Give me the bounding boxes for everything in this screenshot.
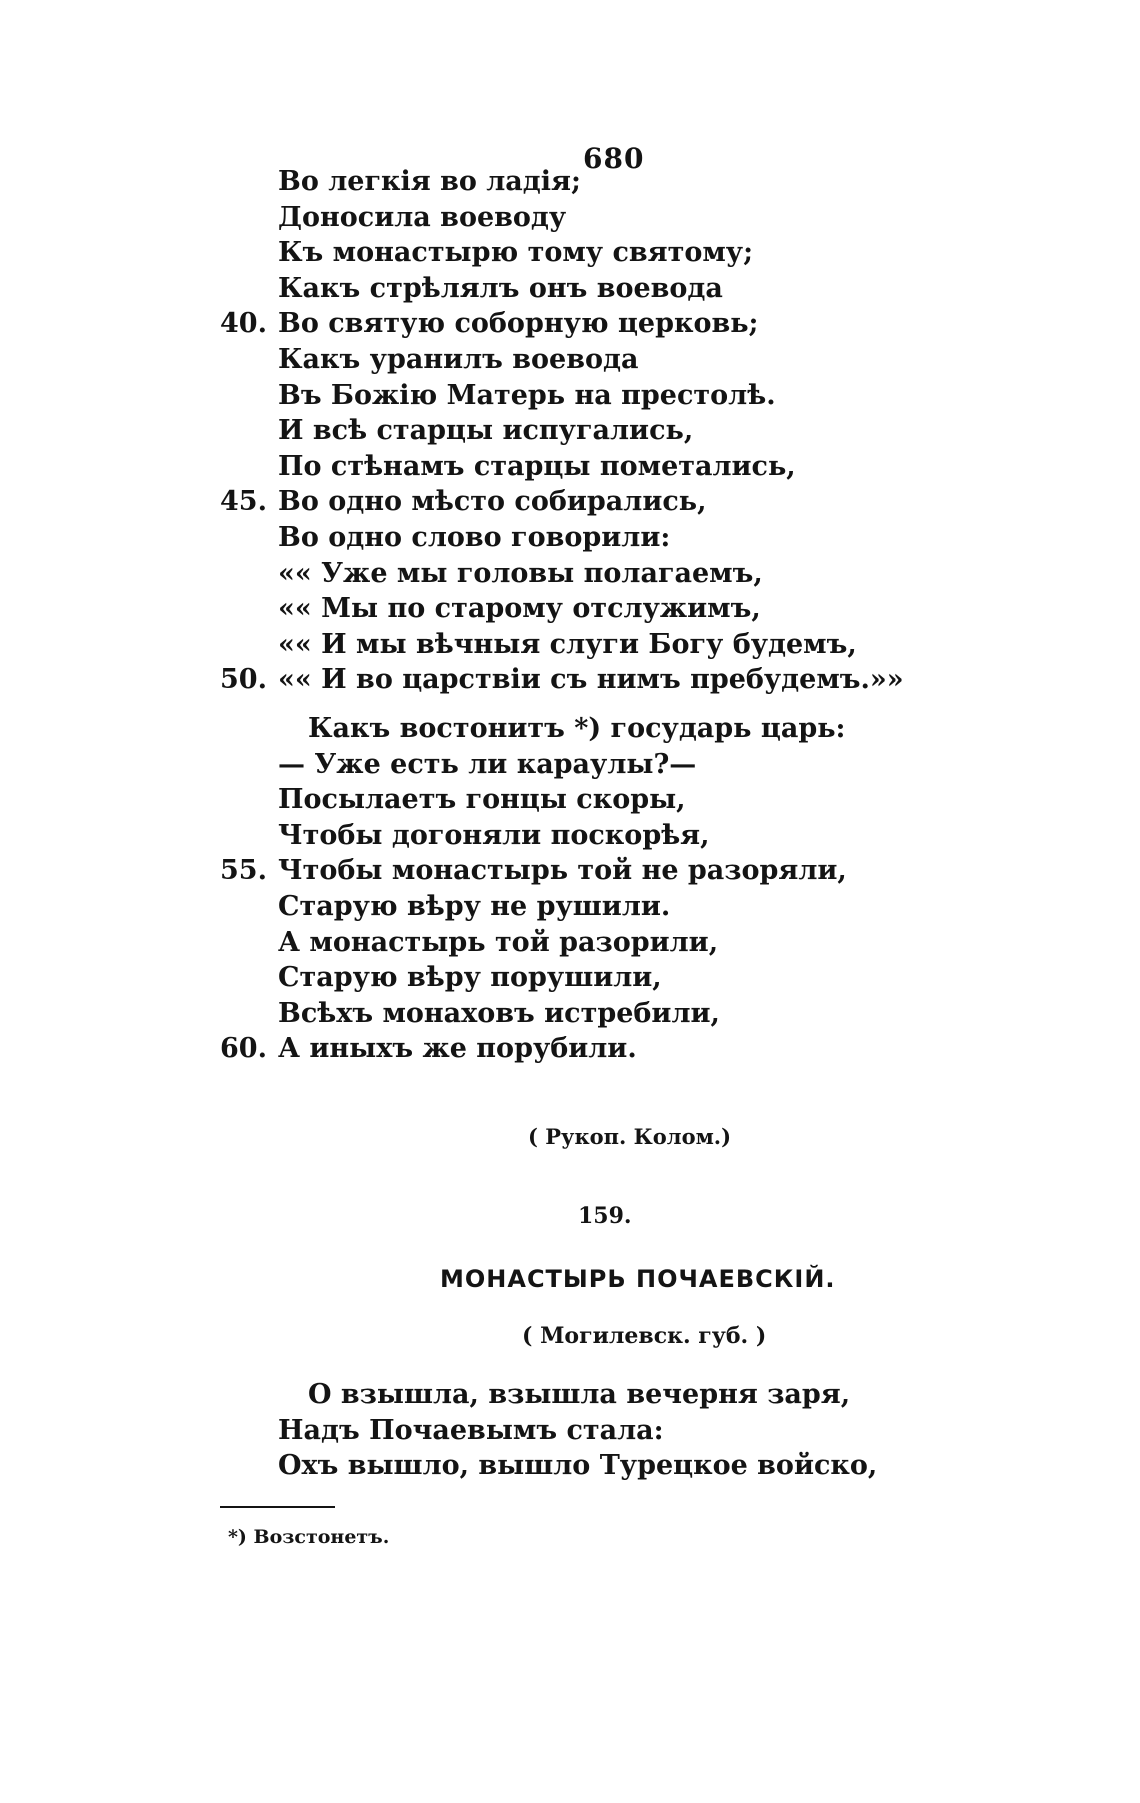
verse-text: Какъ востонитъ *) государь царь: — [308, 713, 846, 744]
poem-number: 159. — [578, 1203, 632, 1229]
verse-line — [220, 925, 847, 961]
verse-text: Старую вѣру порушили, — [278, 962, 662, 994]
verse-line — [220, 378, 904, 414]
verse-text: Во легкія во ладія; — [278, 166, 581, 197]
verse-text: «« Уже мы головы полагаемъ, — [278, 557, 763, 589]
line-number: 45. — [220, 486, 267, 518]
verse-text: «« И мы вѣчныя слуги Богу будемъ, — [278, 628, 857, 660]
verse-text: Какъ уранилъ воевода — [278, 343, 639, 375]
verse-stanza-1 — [220, 164, 904, 698]
verse-line — [220, 164, 904, 200]
verse-text: Охъ вышло, вышло Турецкое войско, — [278, 1450, 878, 1482]
verse-line — [220, 591, 904, 627]
verse-text: Чтобы монастырь той не разоряли, — [278, 855, 847, 887]
verse-text: Доносила воеводу — [278, 201, 567, 233]
verse-text: — Уже есть ли караулы?— — [278, 748, 697, 780]
line-number: 55. — [220, 855, 267, 887]
poem-opening-lines — [220, 1377, 877, 1484]
verse-text: Чтобы догоняли поскорѣя, — [278, 819, 710, 851]
verse-line — [220, 818, 847, 854]
verse-text: Всѣхъ монаховъ истребили, — [278, 997, 720, 1029]
page-number: 680 — [583, 142, 645, 175]
verse-line — [220, 853, 847, 889]
verse-text: Во одно слово говорили: — [278, 521, 671, 553]
verse-stanza-2 — [220, 711, 847, 1067]
verse-line — [220, 484, 904, 520]
verse-line — [220, 520, 904, 556]
verse-line — [220, 889, 847, 925]
verse-line — [220, 960, 847, 996]
verse-text: А иныхъ же порубили. — [278, 1033, 637, 1065]
verse-text: И всѣ старцы испугались, — [278, 415, 694, 447]
verse-line — [220, 1377, 877, 1413]
verse-text: Къ монастырю тому святому; — [278, 237, 754, 269]
verse-line — [220, 306, 904, 342]
verse-line — [220, 782, 847, 818]
verse-line — [220, 1413, 877, 1449]
verse-line — [220, 627, 904, 663]
verse-line — [220, 235, 904, 271]
verse-line — [220, 711, 847, 747]
verse-line — [220, 271, 904, 307]
verse-text: А монастырь той разорили, — [278, 926, 719, 958]
source-note: ( Рукоп. Колом.) — [528, 1124, 732, 1149]
verse-text: Какъ стрѣлялъ онъ воевода — [278, 272, 723, 304]
verse-text: Старую вѣру не рушили. — [278, 890, 671, 922]
verse-text: Во одно мѣсто собирались, — [278, 486, 707, 518]
verse-text: Посылаетъ гонцы скоры, — [278, 784, 686, 816]
verse-line — [220, 1031, 847, 1067]
verse-line — [220, 342, 904, 378]
footnote: *) Возстонетъ. — [228, 1526, 390, 1548]
verse-line — [220, 413, 904, 449]
verse-line — [220, 556, 904, 592]
verse-line — [220, 996, 847, 1032]
poem-title: МОНАСТЫРЬ ПОЧАЕВСКІЙ. — [440, 1265, 836, 1293]
verse-text: Во святую соборную церковь; — [278, 308, 759, 340]
verse-text: «« И во царствіи съ нимъ пребудемъ.»» — [278, 664, 904, 696]
verse-line — [220, 200, 904, 236]
verse-line — [220, 1448, 877, 1484]
verse-text: Въ Божію Матерь на престолѣ. — [278, 379, 776, 411]
verse-line — [220, 449, 904, 485]
verse-line — [220, 747, 847, 783]
line-number: 60. — [220, 1033, 267, 1065]
poem-subtitle: ( Могилевск. губ. ) — [522, 1323, 767, 1349]
verse-text: О взышла, взышла вечерня заря, — [308, 1379, 851, 1410]
verse-text: Надъ Почаевымъ стала: — [278, 1414, 664, 1446]
verse-text: «« Мы по старому отслужимъ, — [278, 593, 761, 625]
line-number: 40. — [220, 308, 267, 340]
verse-text: По стѣнамъ старцы пометались, — [278, 450, 796, 482]
line-number: 50. — [220, 664, 267, 696]
footnote-divider — [220, 1506, 335, 1508]
verse-line — [220, 662, 904, 698]
